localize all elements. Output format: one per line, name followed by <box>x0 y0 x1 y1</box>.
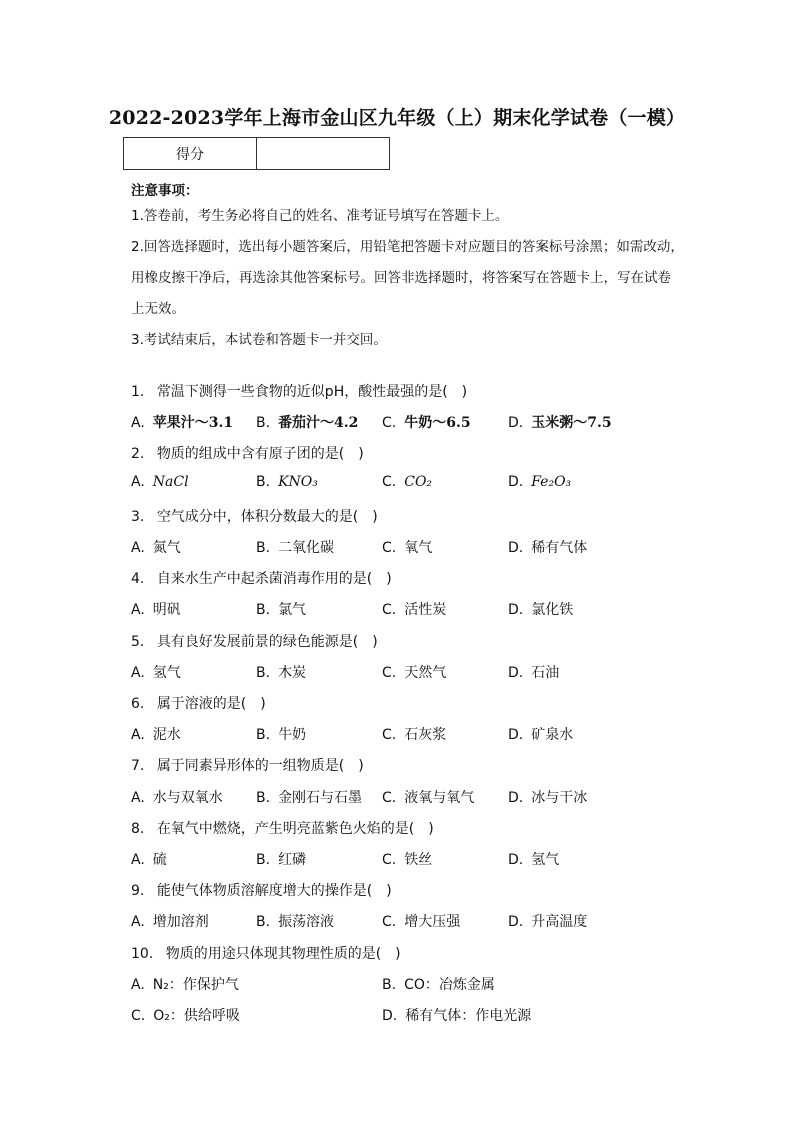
notice-item: 2.回答选择题时，选出每小题答案后，用铅笔把答题卡对应题目的答案标号涂黑；如需改动， <box>131 239 684 255</box>
question-text: 在氧气中燃烧，产生明亮蓝紫色火焰的是( ) <box>156 821 434 837</box>
option-b: B. KNO₃ <box>256 474 318 490</box>
option-d: D. 稀有气体 <box>508 540 588 556</box>
option-b: B. 金刚石与石墨 <box>256 790 363 806</box>
option-b: B. 振荡溶液 <box>256 914 335 930</box>
question-text: 能使气体物质溶解度增大的操作是( ) <box>156 883 392 899</box>
option-d: D. 石油 <box>508 665 560 681</box>
question-1 <box>131 381 467 401</box>
option-b: B. 牛奶 <box>256 727 307 743</box>
question-6 <box>131 693 266 713</box>
option-b: B. 氯气 <box>256 602 307 618</box>
page-title: 2022-2023学年上海市金山区九年级（上）期末化学试卷（一模） <box>108 107 686 129</box>
option-d: D. 氯化铁 <box>508 602 574 618</box>
option-c: C. 氧气 <box>382 540 433 556</box>
option-d: D. Fe₂O₃ <box>508 474 572 490</box>
question-3 <box>131 506 378 526</box>
option-c: C. 液氧与氧气 <box>382 790 475 806</box>
option-c: C. 活性炭 <box>382 602 447 618</box>
score-blank-cell <box>257 138 390 170</box>
question-number: 5. <box>131 634 145 650</box>
question-number: 1. <box>131 384 145 400</box>
question-number: 10. <box>131 946 154 962</box>
notice-item: 1.答卷前，考生务必将自己的姓名、准考证号填写在答题卡上。 <box>131 208 509 224</box>
question-text: 常温下测得一些食物的近似pH，酸性最强的是( ) <box>156 384 468 400</box>
option-b: B. 番茄汁～4.2 <box>256 415 359 431</box>
option-d: D. 升高温度 <box>508 914 588 930</box>
option-c: C. 天然气 <box>382 665 447 681</box>
question-5 <box>131 631 378 651</box>
option-a: A. 氢气 <box>131 665 181 681</box>
option-a: A. 氮气 <box>131 540 181 556</box>
question-text: 空气成分中，体积分数最大的是( ) <box>156 509 378 525</box>
option-b: B. 红磷 <box>256 852 307 868</box>
question-number: 3. <box>131 509 145 525</box>
question-10 <box>131 943 401 963</box>
option-d: D. 矿泉水 <box>508 727 574 743</box>
score-table <box>123 137 390 170</box>
option-c: C. 牛奶～6.5 <box>382 415 471 431</box>
option-c: C. 石灰浆 <box>382 727 447 743</box>
option-d: D. 稀有气体：作电光源 <box>382 1008 532 1024</box>
question-number: 7. <box>131 758 145 774</box>
notice-item: 用橡皮擦干净后，再选涂其他答案标号。回答非选择题时，将答案写在答题卡上，写在试卷 <box>131 270 671 286</box>
notice-heading: 注意事项： <box>131 183 199 199</box>
option-d: D. 玉米粥～7.5 <box>508 415 612 431</box>
option-a: A. N₂：作保护气 <box>131 977 239 993</box>
question-number: 9. <box>131 883 145 899</box>
option-d: D. 氢气 <box>508 852 560 868</box>
question-text: 物质的组成中含有原子团的是( ) <box>156 446 364 462</box>
option-c: C. O₂：供给呼吸 <box>131 1008 240 1024</box>
question-number: 2. <box>131 446 145 462</box>
option-d: D. 冰与干冰 <box>508 790 588 806</box>
option-a: A. NaCl <box>131 474 189 490</box>
question-9 <box>131 880 392 900</box>
question-4 <box>131 568 392 588</box>
question-number: 4. <box>131 571 145 587</box>
option-a: A. 硫 <box>131 852 167 868</box>
question-text: 属于溶液的是( ) <box>156 696 266 712</box>
question-text: 属于同素异形体的一组物质是( ) <box>156 758 364 774</box>
question-text: 具有良好发展前景的绿色能源是( ) <box>156 634 378 650</box>
notice-item: 3.考试结束后，本试卷和答题卡一并交回。 <box>131 332 387 348</box>
option-a: A. 泥水 <box>131 727 181 743</box>
option-a: A. 明矾 <box>131 602 181 618</box>
option-a: A. 水与双氧水 <box>131 790 223 806</box>
option-a: A. 增加溶剂 <box>131 914 209 930</box>
option-c: C. 铁丝 <box>382 852 433 868</box>
question-7 <box>131 755 364 775</box>
option-b: B. 二氧化碳 <box>256 540 335 556</box>
option-b: B. 木炭 <box>256 665 307 681</box>
question-2 <box>131 443 364 463</box>
score-label: 得分 <box>124 138 257 170</box>
question-number: 8. <box>131 821 145 837</box>
question-number: 6. <box>131 696 145 712</box>
option-a: A. 苹果汁～3.1 <box>131 415 234 431</box>
question-text: 自来水生产中起杀菌消毒作用的是( ) <box>156 571 392 587</box>
option-b: B. CO：冶炼金属 <box>382 977 495 993</box>
question-text: 物质的用途只体现其物理性质的是( ) <box>165 946 401 962</box>
option-c: C. CO₂ <box>382 474 433 490</box>
question-8 <box>131 818 434 838</box>
notice-item: 上无效。 <box>131 301 185 317</box>
option-c: C. 增大压强 <box>382 914 461 930</box>
